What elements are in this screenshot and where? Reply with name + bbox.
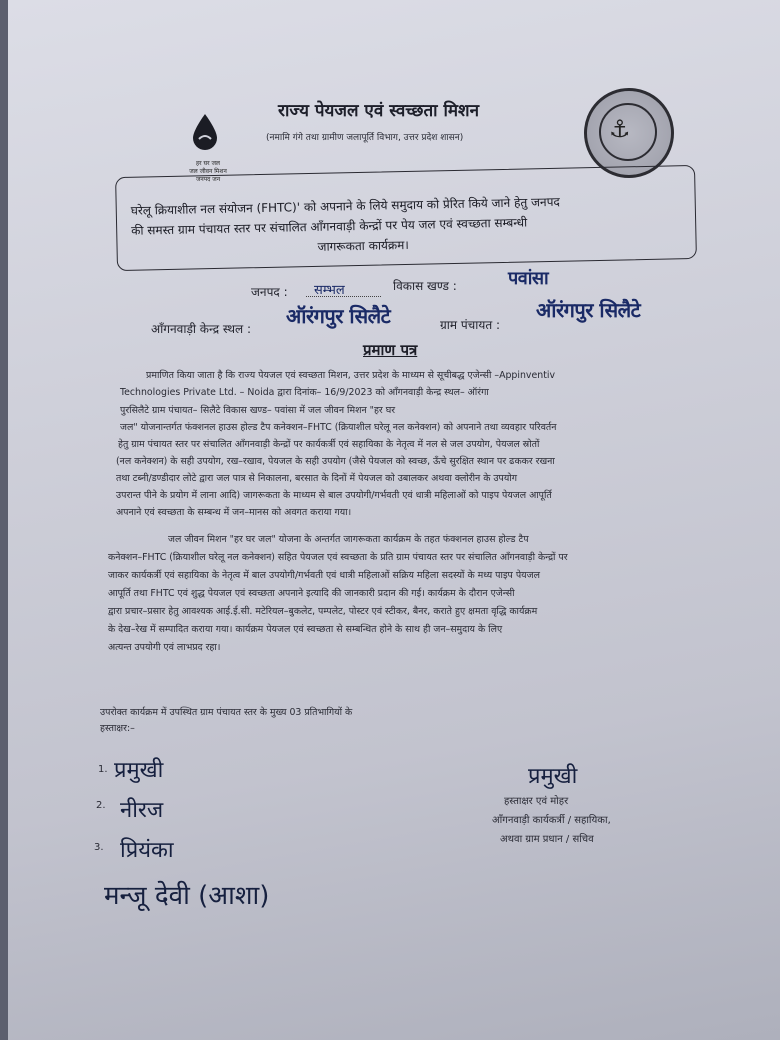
para1-line: हेतु ग्राम पंचायत स्तर पर संचालित ऑंगनवाड़ी केन्द्रों पर कार्यकर्त्री एवं सहायिका के नेतृत्व में नल से जल उपयोग, पेयजल स्रोतों xyxy=(118,439,540,450)
participant-signature-2: नीरज xyxy=(120,798,164,823)
gram-panchayat-label: ग्राम पंचायत : xyxy=(440,318,501,332)
vikas-khand-label: विकास खण्ड : xyxy=(393,279,457,293)
participant-signature-4: मन्जू देवी (आशा) xyxy=(104,881,270,911)
para1-line: प्रमाणित किया जाता है कि राज्य पेयजल एवं स्वच्छता मिशन, उत्तर प्रदेश के माध्यम से सूचीबद्ध एजेन्सी –Appinventiv xyxy=(146,370,556,381)
para2-line: अत्यन्त उपयोगी एवं लाभप्रद रहा। xyxy=(108,642,221,653)
para2-line: जाकर कार्यकर्त्री एवं सहायिका के नेतृत्व में बाल उपयोगी/गर्भवती एवं धात्री महिलाओं सक्रिय महिला सदस्यों के मध्य पाइप पेयजल xyxy=(108,570,540,581)
para2-line: द्वारा प्रचार–प्रसार हेतु आवश्यक आई.ई.सी. मटेरियल–बुकलेट, पम्पलेट, पोस्टर एवं स्टीकर, बैनर, कराते हुए क्षमता वृद्धि कार्यक्रम xyxy=(108,606,538,617)
para2-line: जल जीवन मिशन "हर घर जल" योजना के अन्तर्गत जागरूकता कार्यक्रम के तहत फंक्शनल हाउस होल्ड टैप xyxy=(168,534,529,545)
certificate-title: प्रमाण पत्र xyxy=(363,341,418,359)
box-line-3: जागरूकता कार्यक्रम। xyxy=(317,237,410,254)
para1-line: जल" योजनान्तर्गत फंक्शनल हाउस होल्ड टैप कनेक्शन–FHTC (क्रियाशील घरेलू नल कनेक्शन) को अपनाने तथा व्यवहार परिवर्तन xyxy=(120,422,557,433)
signatory-line-3: अथवा ग्राम प्रधान / सचिव xyxy=(500,834,594,845)
signatory-line-1: हस्ताक्षर एवं मोहर xyxy=(504,796,569,807)
kendra-value: ऑरंगपुर सिलैटे xyxy=(286,304,391,328)
program-title-box xyxy=(115,165,697,271)
logo-caption-3: जनपद जन xyxy=(195,176,221,183)
para1-line: पुरसिलैटे ग्राम पंचायत– सिलैटे विकास खण्ड– पवांसा में जल जीवन मिशन "हर घर xyxy=(120,405,396,416)
gram-panchayat-value: ऑरंगपुर सिलैटे xyxy=(536,298,641,322)
participant-signature-1: प्रमुखी xyxy=(114,758,164,783)
janpad-value: सम्भल xyxy=(314,283,345,298)
document-page xyxy=(8,0,780,1040)
participants-sign-label: हस्ताक्षर:– xyxy=(100,723,135,734)
para1-line: तथा टब्नी/डण्डीदार लोटे द्वारा जल पात्र से निकालना, बरसात के दिनों में पेयजल को उबालकर अथवा क्लोरीन के उपयोग xyxy=(116,473,517,484)
page-subtitle: (नमामि गंगे तथा ग्रामीण जलापूर्ति विभाग, उत्तर प्रदेश शासन) xyxy=(266,133,464,143)
participant-signature-3: प्रियंका xyxy=(120,838,174,863)
para2-line: कनेक्शन–FHTC (क्रियाशील घरेलू नल कनेक्शन) सहित पेयजल एवं स्वच्छता के प्रति ग्राम पंचायत स्तर पर संचालित ऑंगनवाड़ी केन्द्रों पर xyxy=(108,552,568,563)
logo-caption-2: जल जीवन मिशन xyxy=(189,168,227,175)
para1-line: Technologies Private Ltd. – Noida द्वारा दिनांक– 16/9/2023 को ऑंगनवाड़ी केन्द्र स्थल– ऑरंगा xyxy=(120,387,489,398)
janpad-label: जनपद : xyxy=(251,285,288,299)
box-line-1: घरेलू क्रियाशील नल संयोजन (FHTC)' को अपनाने के लिये समुदाय को प्रेरित किये जाने हेतु जनपद xyxy=(130,194,560,218)
para2-line: आपूर्ति तथा FHTC एवं शुद्ध पेयजल एवं स्वच्छता अपनाने इत्यादि की जानकारी प्रदान की गई। कार्यक्रम के दौरान एजेन्सी xyxy=(108,588,515,599)
para2-line: के देख–रेख में सम्पादित कराया गया। कार्यक्रम पेयजल एवं स्वच्छता से सम्बन्धित होने के साथ ही जन–समुदाय के लिए xyxy=(108,624,503,635)
signatory-signature: प्रमुखी xyxy=(528,764,578,789)
participant-number: 3. xyxy=(94,842,104,853)
vikas-khand-value: पवांसा xyxy=(508,268,549,289)
signatory-line-2: ऑंगनवाड़ी कार्यकर्त्री / सहायिका, xyxy=(492,815,611,826)
janpad-underline xyxy=(306,296,381,297)
logo-caption-1: हर घर जल xyxy=(196,160,220,167)
water-drop-icon xyxy=(190,112,220,152)
up-government-seal xyxy=(584,88,674,178)
para1-line: उपरान्त पीने के प्रयोग में लाना आदि) जागरूकता के माध्यम से बाल उपयोगी/गर्भवती एवं धात्री महिलाओं को पाइप पेयजल आपूर्ति xyxy=(116,490,552,501)
para1-line: (नल कनेक्शन) के सही उपयोग, रख–रखाव, पेयजल के सही उपयोग (जैसे पेयजल को स्वच्छ, ऊँचे सुरक्षित स्थान पर ढककर रखना xyxy=(116,456,555,467)
participants-intro: उपरोक्त कार्यक्रम में उपस्थित ग्राम पंचायत स्तर के मुख्य 03 प्रतिभागियों के xyxy=(100,707,353,718)
participant-number: 2. xyxy=(96,800,106,811)
kendra-label: ऑंगनवाड़ी केन्द्र स्थल : xyxy=(151,322,252,336)
fish-emblem-icon: ⚓ xyxy=(609,115,631,143)
box-line-2: की समस्त ग्राम पंचायत स्तर पर संचालित ऑंगनवाड़ी केन्द्रों पर पेय जल एवं स्वच्छता सम्बन्धी xyxy=(131,215,528,238)
participant-number: 1. xyxy=(98,764,108,775)
page-title: राज्य पेयजल एवं स्वच्छता मिशन xyxy=(278,101,480,121)
para1-line: अपनाने एवं स्वच्छता के सम्बन्ध में जन–मानस को अवगत कराया गया। xyxy=(116,507,352,518)
